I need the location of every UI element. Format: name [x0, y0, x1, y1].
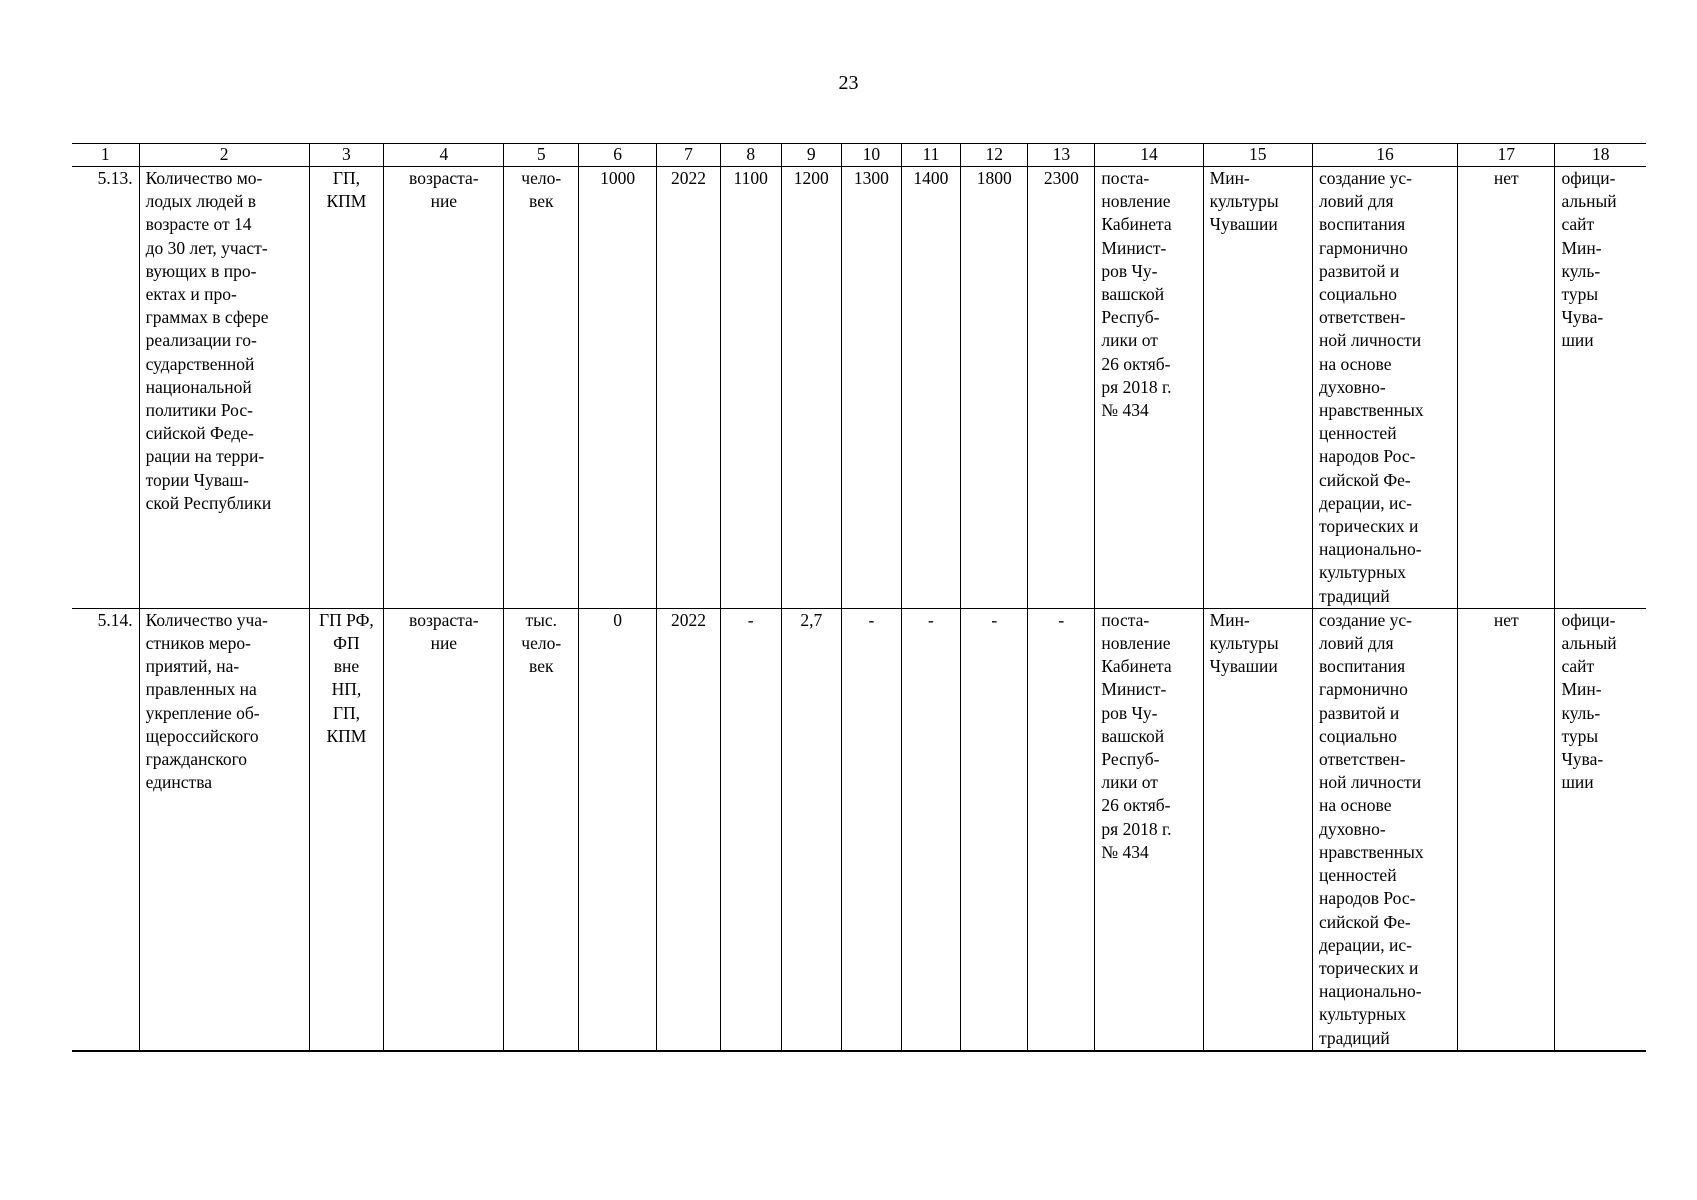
row-number: 5.14.	[72, 608, 139, 1050]
responsible-body: Мин- культуры Чувашии	[1203, 167, 1312, 609]
column-number: 3	[309, 144, 384, 167]
value-col-9: 1200	[781, 167, 842, 609]
indicator-flag: нет	[1458, 608, 1555, 1050]
column-number: 12	[961, 144, 1028, 167]
table-row	[72, 167, 1646, 609]
value-col-8: -	[720, 608, 781, 1050]
base-year: 2022	[657, 167, 721, 609]
indicators-table	[72, 143, 1646, 1052]
indicator-name: Количество мо- лодых людей в возрасте от 14 до 30 лет, участ- вующих в про- ектах и про- граммах в сфере реализации го- сударственной национальной политики Рос- сийской Феде- рации на терри- тории Чуваш- ской Республики	[139, 167, 309, 609]
column-number: 6	[579, 144, 657, 167]
indicator-trend: возраста- ние	[384, 167, 504, 609]
value-col-10: -	[842, 608, 902, 1050]
value-col-12: 1800	[961, 167, 1028, 609]
value-col-13: 2300	[1028, 167, 1095, 609]
page-number: 23	[838, 72, 859, 94]
column-number: 5	[504, 144, 579, 167]
column-number: 4	[384, 144, 504, 167]
unit-of-measure: тыс. чело- век	[504, 608, 579, 1050]
value-col-8: 1100	[720, 167, 781, 609]
column-number-row	[72, 144, 1646, 167]
column-number: 1	[72, 144, 139, 167]
column-number: 2	[139, 144, 309, 167]
column-number: 17	[1458, 144, 1555, 167]
indicator-source: ГП, КПМ	[309, 167, 384, 609]
regulatory-document: поста- новление Кабинета Минист- ров Чу- вашской Респуб- лики от 26 октяб- ря 2018 г. № 434	[1095, 167, 1203, 609]
indicator-trend: возраста- ние	[384, 608, 504, 1050]
column-number: 8	[720, 144, 781, 167]
column-number: 13	[1028, 144, 1095, 167]
value-col-11: 1400	[901, 167, 961, 609]
column-number: 9	[781, 144, 842, 167]
value-col-13: -	[1028, 608, 1095, 1050]
column-number: 15	[1203, 144, 1312, 167]
indicator-name: Количество уча- стников меро- приятий, на- правленных на укрепление об- щероссийского гражданского единства	[139, 608, 309, 1050]
column-number: 7	[657, 144, 721, 167]
base-year: 2022	[657, 608, 721, 1050]
regulatory-document: поста- новление Кабинета Минист- ров Чу- вашской Респуб- лики от 26 октяб- ря 2018 г. № 434	[1095, 608, 1203, 1050]
indicator-source: ГП РФ, ФП вне НП, ГП, КПМ	[309, 608, 384, 1050]
indicator-goal: создание ус- ловий для воспитания гармонично развитой и социально ответствен- ной личности на основе духовно- нравственных ценностей народов Рос- сийской Фе- дерации, ис- торических и национально- культурных традиций	[1312, 167, 1457, 609]
column-number: 10	[842, 144, 902, 167]
indicator-flag: нет	[1458, 167, 1555, 609]
information-source: офици- альный сайт Мин- куль- туры Чува- шии	[1555, 167, 1646, 609]
base-value: 0	[579, 608, 657, 1050]
value-col-10: 1300	[842, 167, 902, 609]
value-col-11: -	[901, 608, 961, 1050]
indicator-goal: создание ус- ловий для воспитания гармонично развитой и социально ответствен- ной личности на основе духовно- нравственных ценностей народов Рос- сийской Фе- дерации, ис- торических и национально- культурных традиций	[1312, 608, 1457, 1050]
value-col-12: -	[961, 608, 1028, 1050]
column-number: 16	[1312, 144, 1457, 167]
table-row	[72, 608, 1646, 1050]
column-number: 14	[1095, 144, 1203, 167]
information-source: офици- альный сайт Мин- куль- туры Чува- шии	[1555, 608, 1646, 1050]
column-number: 11	[901, 144, 961, 167]
responsible-body: Мин- культуры Чувашии	[1203, 608, 1312, 1050]
base-value: 1000	[579, 167, 657, 609]
unit-of-measure: чело- век	[504, 167, 579, 609]
row-number: 5.13.	[72, 167, 139, 609]
column-number: 18	[1555, 144, 1646, 167]
value-col-9: 2,7	[781, 608, 842, 1050]
